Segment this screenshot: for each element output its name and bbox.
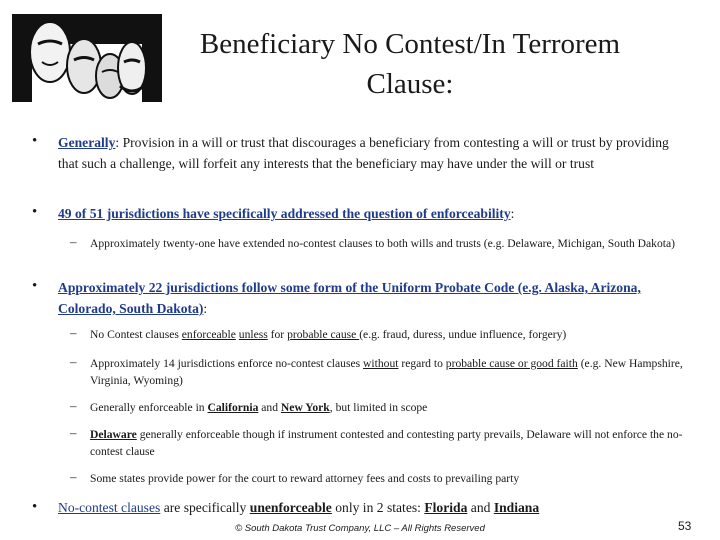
s2-without: without <box>363 357 399 370</box>
bullet-jurisdictions <box>58 203 688 224</box>
title-line-2: Clause: <box>366 68 454 100</box>
sub-twenty-one: Approximately twenty-one have extended no-contest clauses to both wills and trusts (e.g. Delaware, Michigan, South Dakota) <box>90 237 676 250</box>
slide-title <box>160 24 660 104</box>
no-contest-link[interactable]: No-contest clauses <box>58 500 161 515</box>
sub-delaware <box>90 426 690 460</box>
bullet-icon: • <box>32 499 38 515</box>
s1-probable-cause: probable cause <box>287 328 360 341</box>
s2-a: Approximately 14 jurisdictions enforce no-contest clauses <box>90 357 364 370</box>
s3-e: , but limited in scope <box>329 401 428 414</box>
s4-delaware: Delaware <box>90 428 137 441</box>
bullet-icon: • <box>32 133 38 149</box>
dash-icon: – <box>70 398 77 413</box>
jurisdictions-link[interactable]: 49 of 51 jurisdictions have specifically addressed the question of enforceability <box>58 206 511 221</box>
s3-c: and <box>258 401 281 414</box>
dash-icon: – <box>70 325 77 340</box>
mount-rushmore-logo <box>12 14 162 102</box>
s3-new-york: New York <box>280 401 330 414</box>
s2-c: regard to <box>398 357 446 370</box>
s1-unless: unless <box>238 328 268 341</box>
b4-unenforceable: unenforceable <box>249 500 332 515</box>
s1-g: (e.g. fraud, duress, undue influence, forgery) <box>359 328 567 341</box>
sub-no-contest-enforceable <box>90 326 690 343</box>
dash-icon: – <box>70 469 77 484</box>
sub-fourteen-jurisdictions <box>90 355 690 389</box>
page-number: 53 <box>678 519 692 533</box>
b4-b: are specifically <box>160 500 250 515</box>
upc-colon: : <box>203 301 208 316</box>
jurisdictions-colon: : <box>510 206 515 221</box>
generally-link[interactable]: Generally <box>58 135 116 150</box>
b4-f: and <box>467 500 494 515</box>
s2-e: (e.g. New Hampshire, Virginia, Wyoming) <box>90 357 683 387</box>
b4-indiana: Indiana <box>493 500 540 515</box>
s1-enforceable: enforceable <box>181 328 236 341</box>
b4-florida: Florida <box>424 500 468 515</box>
dash-icon: – <box>70 234 77 249</box>
s1-e: for <box>267 328 288 341</box>
bullet-upc <box>58 277 688 319</box>
sub-attorney-fees: Some states provide power for the court to reward attorney fees and costs to prevailing party <box>90 472 520 485</box>
bullet-unenforceable <box>58 497 688 518</box>
footer-copyright: © South Dakota Trust Company, LLC – All Rights Reserved <box>235 523 485 534</box>
s2-probable-good-faith: probable cause or good faith <box>445 357 578 370</box>
b4-d: only in 2 states: <box>331 500 425 515</box>
generally-text: : Provision in a will or trust that discourages a beneficiary from contesting a will or trust by providing that such a challenge, will forfeit any interests that the beneficiary may have under the will or trust <box>58 135 669 171</box>
upc-link[interactable]: Approximately 22 jurisdictions follow some form of the Uniform Probate Code (e.g. Alaska, Arizona, Colorado, South Dakota) <box>58 280 641 316</box>
sub-california-new-york <box>90 399 690 416</box>
dash-icon: – <box>70 425 77 440</box>
dash-icon: – <box>70 354 77 369</box>
title-line-1: Beneficiary No Contest/In Terrorem <box>199 28 621 60</box>
s1-a: No Contest clauses <box>90 328 182 341</box>
s3-a: Generally enforceable in <box>90 401 208 414</box>
bullet-generally <box>58 132 688 174</box>
bullet-icon: • <box>32 204 38 220</box>
s4-b: generally enforceable though if instrument contested and contesting party prevails, Delaware will not enforce the no-contest clause <box>90 428 683 458</box>
s3-california: California <box>207 401 259 414</box>
bullet-icon: • <box>32 278 38 294</box>
